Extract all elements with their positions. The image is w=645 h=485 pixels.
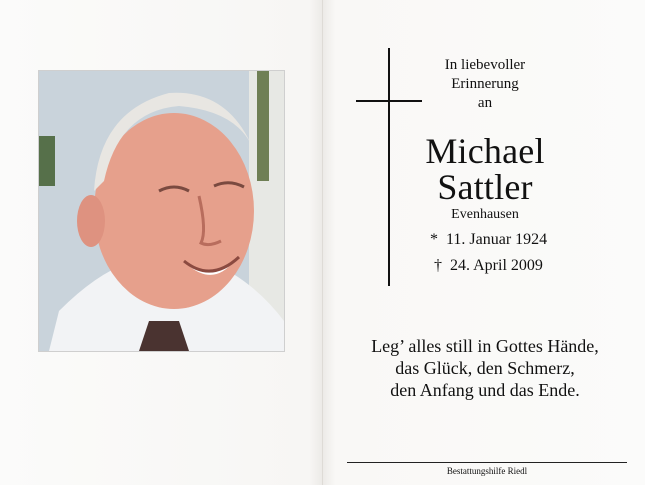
intro-line-1: In liebevoller — [444, 57, 526, 73]
intro-line-3: an — [477, 95, 493, 111]
latin-cross-icon-bar — [356, 100, 422, 102]
first-name: Michael — [425, 131, 545, 171]
latin-cross-icon — [388, 48, 390, 286]
verse-line-1: Leg’ alles still in Gottes Hände, — [371, 336, 599, 356]
portrait-photo — [38, 70, 285, 352]
death-date-row — [432, 256, 582, 276]
verse-line-2: das Glück, den Schmerz, — [395, 358, 575, 378]
dagger-icon: † — [434, 257, 442, 274]
verse-line-3: den Anfang und das Ende. — [390, 380, 580, 400]
footer-divider — [347, 462, 627, 463]
intro-line-2: Erinnerung — [451, 76, 519, 92]
birth-date: 11. Januar 1924 — [446, 231, 548, 248]
remembrance-intro — [420, 56, 550, 113]
hometown: Evenhausen — [451, 207, 519, 222]
deceased-name — [405, 133, 565, 205]
portrait-illustration — [39, 71, 284, 351]
birth-date-row — [428, 230, 578, 250]
death-date: 24. April 2009 — [450, 257, 543, 274]
funeral-home-name: Bestattungshilfe Riedl — [446, 466, 528, 476]
card-fold — [322, 0, 323, 485]
asterisk-icon: * — [430, 231, 438, 248]
memorial-verse — [360, 335, 610, 401]
last-name: Sattler — [437, 167, 533, 207]
